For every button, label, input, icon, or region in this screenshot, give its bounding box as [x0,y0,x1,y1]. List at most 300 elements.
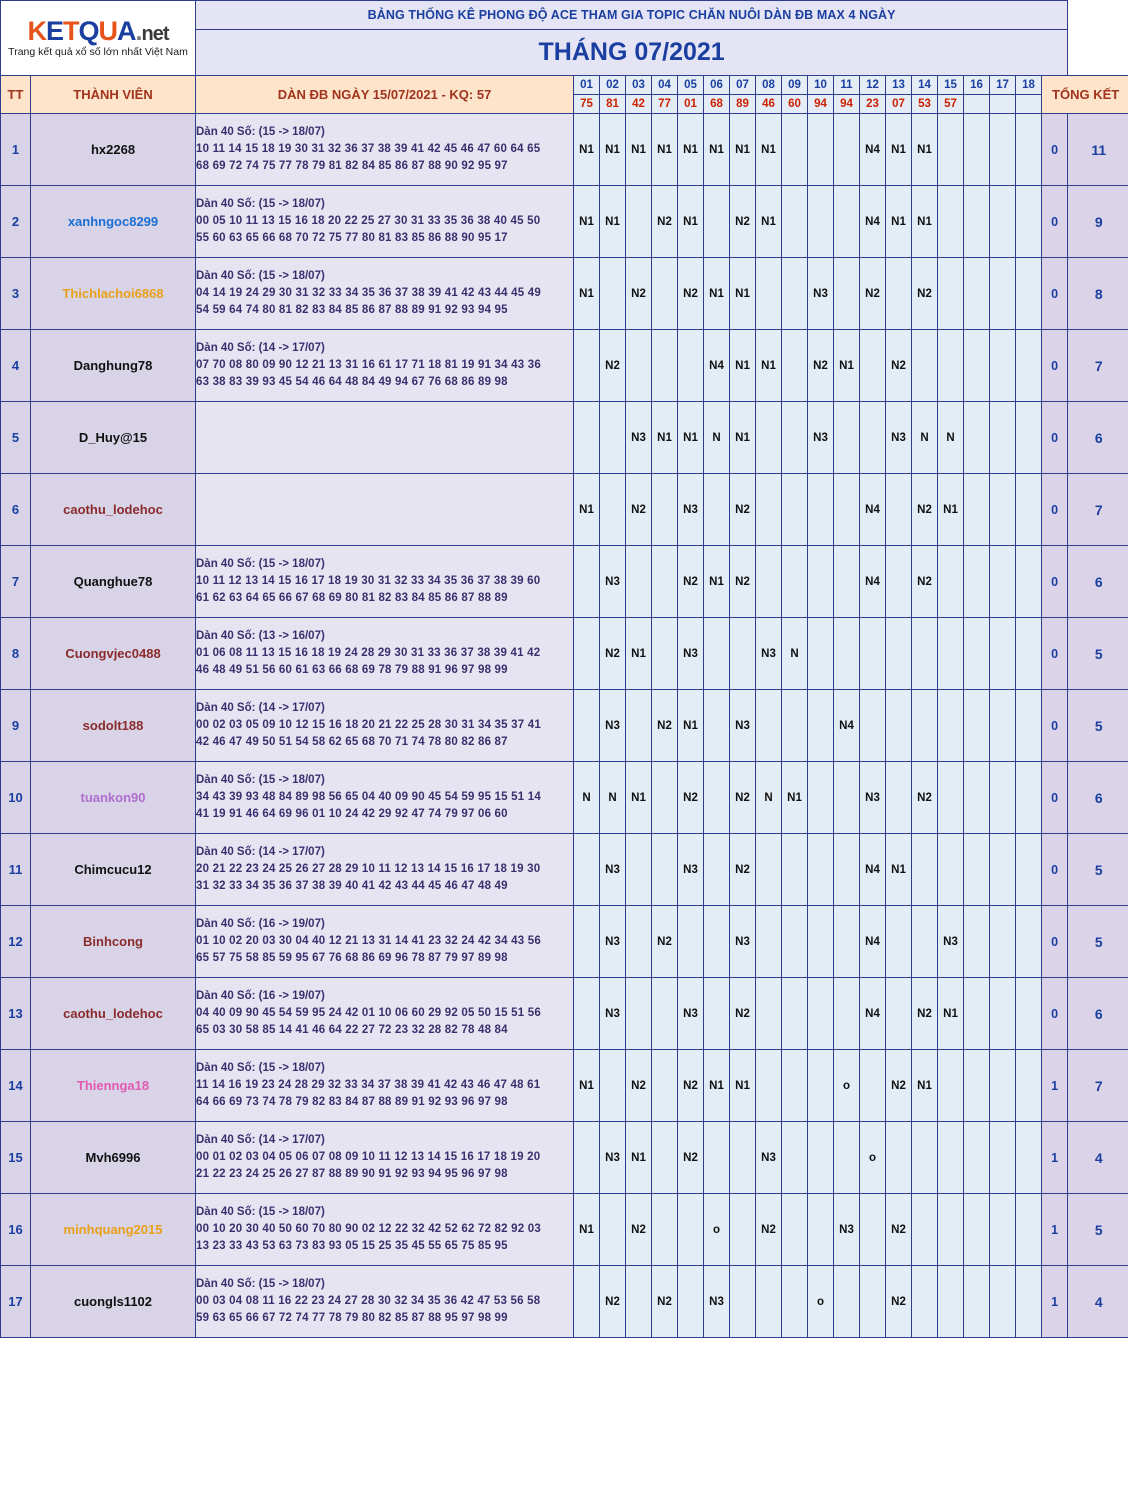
day-header-6: 06 [704,76,730,95]
day-cell [990,1266,1016,1338]
dan-numbers [196,834,574,906]
day-cell: N3 [678,618,704,690]
row-total: 11 [1068,114,1128,186]
day-cell [938,1122,964,1194]
day-cell: N2 [678,762,704,834]
col-header-member: THÀNH VIÊN [31,76,196,114]
day-cell [912,906,938,978]
day-cell [782,1122,808,1194]
day-cell [626,978,652,1050]
result-11: 94 [834,95,860,114]
row-total: 5 [1068,618,1128,690]
day-cell [626,186,652,258]
day-cell [574,330,600,402]
day-cell [912,690,938,762]
day-cell [1016,906,1042,978]
dan-line-2: 59 63 65 66 67 72 74 77 78 79 80 82 85 87 88 95 97 98 99 [196,1311,508,1324]
dan-label: Dàn 40 Số: (15 -> 18/07) [196,774,325,787]
day-cell [860,690,886,762]
dan-numbers [196,402,574,474]
day-cell: N1 [886,186,912,258]
dan-line-1: 07 70 08 80 09 90 12 21 13 31 16 61 17 71 18 81 19 91 34 43 36 [196,359,541,372]
day-cell [782,906,808,978]
day-cell [704,186,730,258]
dan-label: Dàn 40 Số: (16 -> 19/07) [196,990,325,1003]
day-cell [704,978,730,1050]
day-cell: o [834,1050,860,1122]
dan-numbers [196,762,574,834]
day-cell [886,906,912,978]
dan-line-1: 00 01 02 03 04 05 06 07 08 09 10 11 12 13 14 15 16 17 18 19 20 [196,1151,541,1164]
day-cell [860,1050,886,1122]
member-name[interactable]: Thiennga18 [31,1050,196,1122]
day-cell: N3 [808,258,834,330]
day-cell [756,834,782,906]
day-cell [834,114,860,186]
table-row [1,114,1128,186]
day-cell: N1 [730,402,756,474]
day-cell: N1 [574,186,600,258]
row-index: 9 [1,690,31,762]
day-cell: N [600,762,626,834]
day-cell [938,546,964,618]
member-name[interactable]: Binhcong [31,906,196,978]
row-total: 7 [1068,330,1128,402]
dan-line-1: 00 03 04 08 11 16 22 23 24 27 28 30 32 34 35 36 42 47 53 56 58 [196,1295,541,1308]
col-header-tt: TT [1,76,31,114]
day-cell [1016,402,1042,474]
page-title: BẢNG THỐNG KÊ PHONG ĐỘ ACE THAM GIA TOPIC CHĂN NUÔI DÀN ĐB MAX 4 NGÀY [196,1,1068,30]
miss-count: 1 [1042,1194,1068,1266]
table-row [1,978,1128,1050]
logo-wordmark: KETQUA.net [27,16,169,47]
day-cell [678,1194,704,1266]
member-name[interactable]: caothu_lodehoc [31,978,196,1050]
day-header-8: 08 [756,76,782,95]
day-cell: N1 [756,330,782,402]
day-cell [808,1194,834,1266]
day-cell [704,1122,730,1194]
day-cell [964,618,990,690]
day-cell [678,906,704,978]
dan-label: Dàn 40 Số: (15 -> 18/07) [196,126,325,139]
row-index: 6 [1,474,31,546]
day-cell [808,906,834,978]
day-cell [964,258,990,330]
day-cell: N1 [912,114,938,186]
day-cell [574,618,600,690]
day-cell [808,114,834,186]
day-cell [652,1122,678,1194]
dan-line-1: 01 10 02 20 03 30 04 40 12 21 13 31 14 41 23 32 24 42 34 43 56 [196,935,541,948]
day-cell [574,834,600,906]
dan-label: Dàn 40 Số: (15 -> 18/07) [196,558,325,571]
dan-line-2: 21 22 23 24 25 26 27 87 88 89 90 91 92 93 94 95 96 97 98 [196,1167,508,1180]
day-cell [782,1266,808,1338]
day-cell [808,762,834,834]
dan-numbers [196,978,574,1050]
result-5: 01 [678,95,704,114]
result-18 [1016,95,1042,114]
day-cell [574,1266,600,1338]
day-cell: N3 [938,906,964,978]
day-header-15: 15 [938,76,964,95]
miss-count: 0 [1042,402,1068,474]
result-8: 46 [756,95,782,114]
day-cell: N3 [834,1194,860,1266]
dan-numbers [196,1122,574,1194]
dan-line-2: 68 69 72 74 75 77 78 79 81 82 84 85 86 87 88 90 92 95 97 [196,159,508,172]
miss-count: 0 [1042,474,1068,546]
day-cell: N [756,762,782,834]
day-cell: N3 [678,834,704,906]
day-cell [574,978,600,1050]
day-cell [756,258,782,330]
day-cell [964,1194,990,1266]
day-cell [782,690,808,762]
dan-numbers [196,114,574,186]
dan-numbers [196,186,574,258]
site-logo[interactable] [1,1,196,76]
dan-numbers [196,1050,574,1122]
day-cell: N1 [938,474,964,546]
day-header-13: 13 [886,76,912,95]
day-header-18: 18 [1016,76,1042,95]
day-cell: N4 [860,474,886,546]
day-cell [1016,762,1042,834]
day-header-17: 17 [990,76,1016,95]
day-cell: N2 [730,186,756,258]
day-cell [886,690,912,762]
result-1: 75 [574,95,600,114]
day-cell [626,1266,652,1338]
day-cell [886,258,912,330]
day-cell [1016,114,1042,186]
day-cell: N2 [912,474,938,546]
result-3: 42 [626,95,652,114]
day-cell [886,762,912,834]
dan-line-2: 55 60 63 65 66 68 70 72 75 77 80 81 83 85 86 88 90 95 17 [196,231,508,244]
dan-line-2: 42 46 47 49 50 51 54 58 62 65 68 70 71 74 78 80 82 86 87 [196,735,508,748]
day-cell: N2 [860,258,886,330]
day-cell [626,546,652,618]
day-cell [964,690,990,762]
table-row [1,1122,1128,1194]
day-cell [678,330,704,402]
dan-numbers [196,906,574,978]
day-cell [938,690,964,762]
dan-label: Dàn 40 Số: (15 -> 18/07) [196,270,325,283]
day-cell: N2 [756,1194,782,1266]
dan-label: Dàn 40 Số: (15 -> 18/07) [196,1062,325,1075]
day-cell [964,330,990,402]
day-cell: N1 [704,1050,730,1122]
day-cell [938,762,964,834]
result-15: 57 [938,95,964,114]
dan-line-2: 61 62 63 64 65 66 67 68 69 80 81 82 83 84 85 86 87 88 89 [196,591,508,604]
member-name[interactable]: Thichlachoi6868 [31,258,196,330]
day-cell [964,186,990,258]
day-cell [782,258,808,330]
day-cell: N [574,762,600,834]
row-index: 16 [1,1194,31,1266]
day-cell [912,1266,938,1338]
day-cell [990,186,1016,258]
table-row [1,618,1128,690]
day-cell [1016,978,1042,1050]
col-header-dan: DÀN ĐB NGÀY 15/07/2021 - KQ: 57 [196,76,574,114]
member-name[interactable]: minhquang2015 [31,1194,196,1266]
miss-count: 0 [1042,186,1068,258]
day-cell: N1 [730,1050,756,1122]
day-cell [574,906,600,978]
day-cell [938,186,964,258]
member-name[interactable]: Cuongvjec0488 [31,618,196,690]
member-name[interactable]: cuongls1102 [31,1266,196,1338]
day-cell [834,474,860,546]
dan-numbers [196,474,574,546]
day-cell [652,546,678,618]
day-cell: N2 [626,258,652,330]
day-cell: o [860,1122,886,1194]
day-header-11: 11 [834,76,860,95]
row-total: 5 [1068,1194,1128,1266]
day-cell: N1 [704,258,730,330]
dan-label: Dàn 40 Số: (14 -> 17/07) [196,702,325,715]
result-4: 77 [652,95,678,114]
day-cell [990,330,1016,402]
day-cell: N1 [756,114,782,186]
row-total: 5 [1068,690,1128,762]
day-cell: N2 [678,1050,704,1122]
day-cell [834,762,860,834]
day-cell [990,402,1016,474]
day-cell [886,978,912,1050]
day-cell: N1 [938,978,964,1050]
day-cell: N1 [678,690,704,762]
day-cell: N1 [574,258,600,330]
dan-label: Dàn 40 Số: (13 -> 16/07) [196,630,325,643]
day-cell: N4 [704,330,730,402]
day-cell: N [704,402,730,474]
day-cell [652,474,678,546]
table-row [1,474,1128,546]
day-cell [808,546,834,618]
dan-line-1: 00 05 10 11 13 15 16 18 20 22 25 27 30 31 33 35 36 38 40 45 50 [196,215,541,228]
logo-tagline: Trang kết quả xổ số lớn nhất Việt Nam [8,46,188,59]
day-header-9: 09 [782,76,808,95]
day-cell [938,1194,964,1266]
day-cell: N2 [730,978,756,1050]
day-cell [1016,618,1042,690]
day-cell: N4 [834,690,860,762]
day-cell [782,114,808,186]
day-cell [912,1122,938,1194]
table-row [1,906,1128,978]
day-cell [756,474,782,546]
row-index: 10 [1,762,31,834]
day-cell [990,690,1016,762]
table-row [1,546,1128,618]
member-name[interactable]: xanhngoc8299 [31,186,196,258]
dan-label: Dàn 40 Số: (15 -> 18/07) [196,1278,325,1291]
day-cell [964,1266,990,1338]
member-name[interactable]: tuankon90 [31,762,196,834]
table-row [1,186,1128,258]
day-cell: N2 [600,618,626,690]
day-cell [964,762,990,834]
day-cell [704,834,730,906]
day-cell [600,1050,626,1122]
day-cell: N2 [730,834,756,906]
day-cell [990,474,1016,546]
day-cell [782,834,808,906]
day-cell [730,1194,756,1266]
row-index: 17 [1,1266,31,1338]
dan-line-2: 41 19 91 46 64 69 96 01 10 24 42 29 92 47 74 79 97 06 60 [196,807,508,820]
day-header-16: 16 [964,76,990,95]
day-cell: N1 [886,114,912,186]
day-cell [652,1194,678,1266]
day-cell: N1 [912,1050,938,1122]
member-name[interactable]: hx2268 [31,114,196,186]
result-9: 60 [782,95,808,114]
day-cell: N2 [678,258,704,330]
day-cell [886,546,912,618]
day-cell [964,1050,990,1122]
day-cell: N3 [730,906,756,978]
dan-numbers [196,330,574,402]
day-cell [730,618,756,690]
day-cell [886,618,912,690]
dan-line-1: 34 43 39 93 48 84 89 98 56 65 04 40 09 90 45 54 59 95 15 51 14 [196,791,541,804]
day-cell [574,690,600,762]
day-cell [782,474,808,546]
day-cell: N1 [626,1122,652,1194]
day-cell: N4 [860,978,886,1050]
col-header-total: TỔNG KẾT [1042,76,1128,114]
dan-line-2: 64 66 69 73 74 78 79 82 83 84 87 88 89 91 92 93 96 97 98 [196,1095,508,1108]
member-name[interactable]: Quanghue78 [31,546,196,618]
day-cell: N3 [626,402,652,474]
day-cell: N1 [756,186,782,258]
day-cell [756,978,782,1050]
day-cell [600,402,626,474]
dan-label: Dàn 40 Số: (14 -> 17/07) [196,1134,325,1147]
member-name[interactable]: sodolt188 [31,690,196,762]
day-cell: N4 [860,834,886,906]
day-header-10: 10 [808,76,834,95]
table-row [1,762,1128,834]
day-cell [652,330,678,402]
day-cell [860,1194,886,1266]
miss-count: 0 [1042,618,1068,690]
day-cell [600,258,626,330]
day-cell [756,546,782,618]
day-cell: N2 [678,1122,704,1194]
result-16 [964,95,990,114]
day-cell [834,834,860,906]
day-cell: N3 [600,690,626,762]
day-cell: N3 [678,978,704,1050]
day-cell [938,258,964,330]
day-cell: N1 [704,114,730,186]
day-cell: N2 [600,1266,626,1338]
miss-count: 0 [1042,690,1068,762]
miss-count: 1 [1042,1050,1068,1122]
day-cell: N4 [860,114,886,186]
day-cell [964,474,990,546]
day-cell: N1 [834,330,860,402]
miss-count: 1 [1042,1122,1068,1194]
day-cell [834,258,860,330]
row-index: 14 [1,1050,31,1122]
miss-count: 0 [1042,258,1068,330]
day-cell: N3 [808,402,834,474]
month-title: THÁNG 07/2021 [196,30,1068,76]
row-index: 4 [1,330,31,402]
member-name[interactable]: Chimcucu12 [31,834,196,906]
day-cell [990,258,1016,330]
day-cell [756,906,782,978]
day-cell [990,1122,1016,1194]
day-cell: o [808,1266,834,1338]
day-cell: N3 [600,1122,626,1194]
day-cell [756,690,782,762]
day-cell [782,1194,808,1266]
day-cell [704,690,730,762]
day-header-4: 04 [652,76,678,95]
day-cell [574,546,600,618]
day-cell [626,330,652,402]
member-name[interactable]: D_Huy@15 [31,402,196,474]
table-row [1,1194,1128,1266]
day-cell [990,834,1016,906]
member-name[interactable]: Danghung78 [31,330,196,402]
day-cell: N1 [730,258,756,330]
day-cell: N3 [600,978,626,1050]
day-cell [834,1122,860,1194]
day-cell [990,1050,1016,1122]
day-cell [600,1194,626,1266]
day-header-7: 07 [730,76,756,95]
day-cell: N3 [600,906,626,978]
day-cell: N2 [912,258,938,330]
miss-count: 0 [1042,834,1068,906]
day-cell: N2 [730,546,756,618]
row-index: 3 [1,258,31,330]
day-cell [808,690,834,762]
day-cell [938,114,964,186]
day-cell [964,834,990,906]
day-cell [964,1122,990,1194]
row-index: 12 [1,906,31,978]
day-cell: N1 [678,186,704,258]
day-cell [860,1266,886,1338]
day-cell: N1 [782,762,808,834]
day-cell [964,402,990,474]
day-cell: N1 [678,402,704,474]
day-cell [990,114,1016,186]
member-name[interactable]: caothu_lodehoc [31,474,196,546]
day-cell [938,1266,964,1338]
day-cell [574,1122,600,1194]
member-name[interactable]: Mvh6996 [31,1122,196,1194]
day-cell: N3 [704,1266,730,1338]
dan-line-2: 65 57 75 58 85 59 95 67 76 68 86 69 96 78 87 79 97 89 98 [196,951,508,964]
day-cell [938,1050,964,1122]
row-total: 5 [1068,906,1128,978]
